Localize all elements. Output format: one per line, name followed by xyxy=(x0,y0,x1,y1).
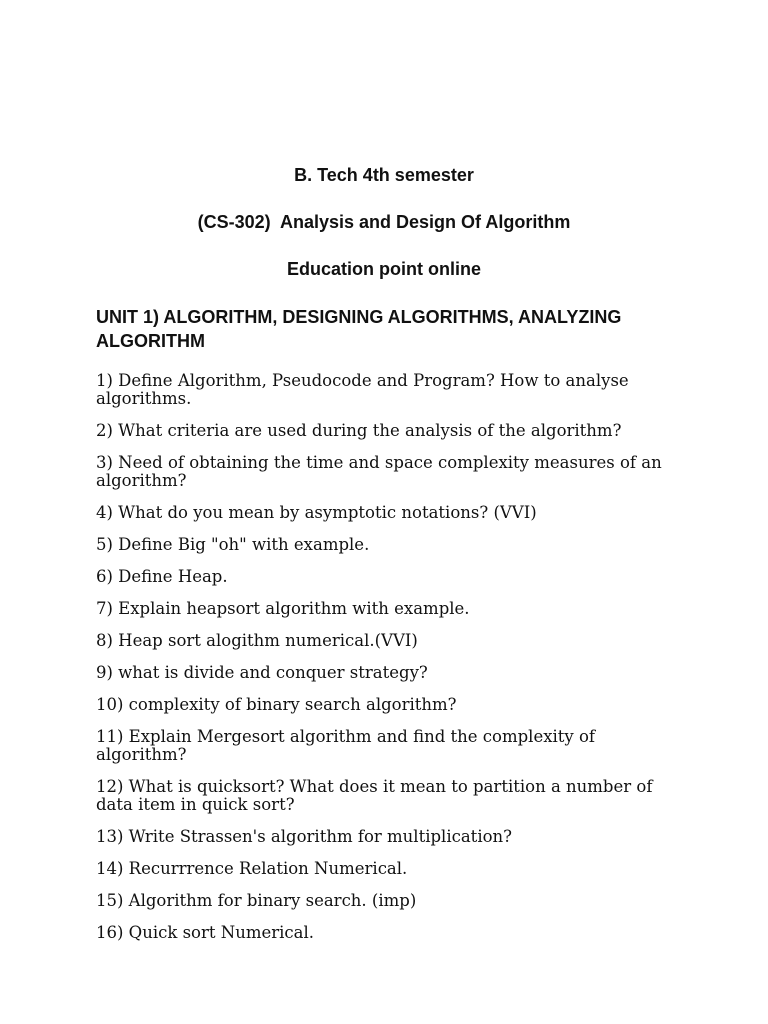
question-item: 10) complexity of binary search algorithm? xyxy=(96,695,457,714)
question-item: 6) Define Heap. xyxy=(96,567,228,586)
question-item: 13) Write Strassen's algorithm for multiplication? xyxy=(96,827,512,846)
source-heading: Education point online xyxy=(287,259,481,279)
question-item: 12) What is quicksort? What does it mean to partition a number of data item in quick sort? xyxy=(96,777,653,814)
question-item: 14) Recurrrence Relation Numerical. xyxy=(96,859,408,878)
question-item: 8) Heap sort alogithm numerical.(VVI) xyxy=(96,631,418,650)
unit-heading: UNIT 1) ALGORITHM, DESIGNING ALGORITHMS, ANALYZING ALGORITHM xyxy=(96,307,622,351)
question-item: 16) Quick sort Numerical. xyxy=(96,923,314,942)
course-title: (CS-302) Analysis and Design Of Algorithm xyxy=(197,212,571,232)
question-item: 1) Define Algorithm, Pseudocode and Program? How to analyse algorithms. xyxy=(96,371,629,408)
question-item: 3) Need of obtaining the time and space complexity measures of an algorithm? xyxy=(96,453,662,490)
question-item: 15) Algorithm for binary search. (imp) xyxy=(96,891,417,910)
question-list xyxy=(96,372,668,956)
question-item: 5) Define Big "oh" with example. xyxy=(96,535,370,554)
question-item: 11) Explain Mergesort algorithm and find the complexity of algorithm? xyxy=(96,727,596,764)
question-item: 7) Explain heapsort algorithm with example. xyxy=(96,599,470,618)
question-item: 4) What do you mean by asymptotic notations? (VVI) xyxy=(96,503,537,522)
semester-heading: B. Tech 4th semester xyxy=(294,165,474,185)
question-item: 2) What criteria are used during the analysis of the algorithm? xyxy=(96,421,622,440)
question-item: 9) what is divide and conquer strategy? xyxy=(96,663,428,682)
